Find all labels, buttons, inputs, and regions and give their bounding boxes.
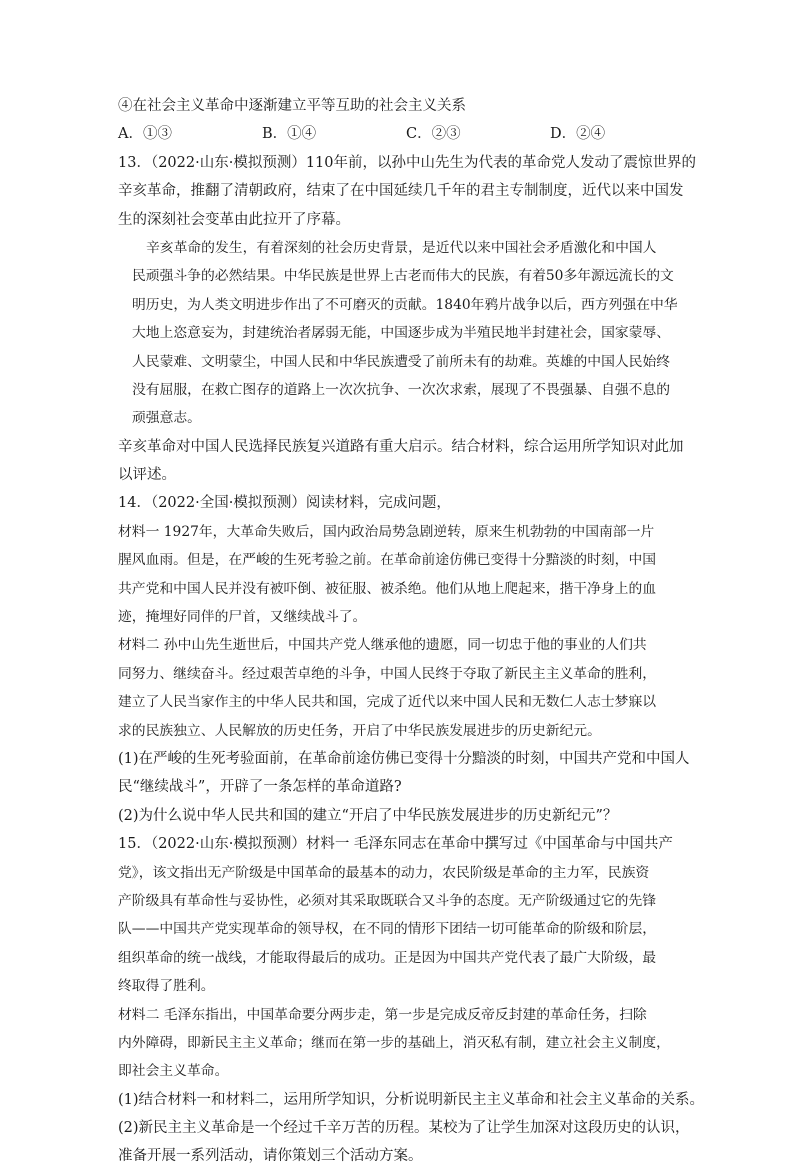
- question-15: [118, 830, 705, 1171]
- question-stem-line: 辛亥革命，推翻了清朝政府，结束了在中国延续几千年的君主专制制度，近代以来中国发: [118, 183, 684, 200]
- question-prompt-line: 以评述。: [118, 467, 176, 484]
- question-13: [118, 149, 698, 490]
- material-line: 人民蒙难、文明蒙尘，中国人民和中华民族遭受了前所未有的劫难。英雄的中国人民始终: [132, 353, 671, 370]
- material-line: 辛亥革命的发生，有着深刻的社会历史背景，是近代以来中国社会矛盾激化和中国人: [146, 239, 657, 256]
- material-line: 民顽强斗争的必然结果。中华民族是世界上古老而伟大的民族，有着50多年源远流长的文: [132, 268, 674, 285]
- option-c: C．②③: [406, 126, 461, 143]
- material-one-line: 15．（2022·山东·模拟预测）材料一 毛泽东同志在革命中撰写过《中国革命与中国共产: [118, 836, 673, 853]
- option-b: B．①④: [262, 126, 317, 143]
- sub-question-line: 准备开展一系列活动，请你策划三个活动方案。: [118, 1148, 423, 1165]
- material-two-line: 内外障碍，即新民主主义革命；继而在第一步的基础上，消灭私有制，建立社会主义制度，: [118, 1034, 670, 1051]
- material-two-line: 材料二 孙中山先生逝世后，中国共产党人继承他的遗愿，同一切忠于他的事业的人们共: [118, 637, 647, 654]
- option-item-4: ④在社会主义革命中逐渐建立平等互助的社会主义关系: [118, 98, 466, 114]
- answer-options: [118, 120, 698, 148]
- material-line: 明历史，为人类文明进步作出了不可磨灭的贡献。1840年鸦片战争以后，西方列强在中华: [132, 296, 678, 313]
- question-stem-line: 14．（2022·全国·模拟预测）阅读材料，完成问题，: [118, 495, 451, 512]
- sub-question-line: (2)新民主主义革命是一个经过千辛万苦的历程。某校为了让学生加深对这段历史的认识，: [118, 1120, 690, 1137]
- material-two-line: 即社会主义革命。: [118, 1063, 229, 1080]
- sub-question-line: (1)结合材料一和材料二，运用所学知识，分析说明新民主主义革命和社会主义革命的关系。: [118, 1091, 705, 1108]
- material-one-line: 党》，该文指出无产阶级是中国革命的最基本的动力，农民阶级是革命的主力军，民族资: [118, 864, 650, 881]
- material-one-line: 队——中国共产党实现革命的领导权，在不同的情形下团结一切可能革命的阶级和阶层，: [118, 921, 657, 938]
- question-stem-line: 生的深刻社会变革由此拉开了序幕。: [118, 211, 350, 228]
- material-line: 大地上恣意妄为，封建统治者孱弱无能，中国逐步成为半殖民地半封建社会，国家蒙辱、: [132, 325, 671, 342]
- question-stem-line: 13．（2022·山东·模拟预测）110年前，以孙中山先生为代表的革命党人发动了震惊世界的: [118, 154, 696, 171]
- sub-question-line: 民“继续战斗”，开辟了一条怎样的革命道路?: [118, 779, 402, 796]
- material-one-line: 终取得了胜利。: [118, 978, 215, 995]
- question-prompt-line: 辛亥革命对中国人民选择民族复兴道路有重大启示。结合材料，综合运用所学知识对此加: [118, 438, 684, 455]
- sub-question-line: (1)在严峻的生死考验面前，在革命前途仿佛已变得十分黯淡的时刻，中国共产党和中国人: [118, 750, 690, 767]
- material-line: 顽强意志。: [132, 410, 201, 427]
- question-12-tail: [118, 92, 698, 149]
- material-one-line: 组织革命的统一战线，才能取得最后的成功。正是因为中国共产党代表了最广大阶级，最: [118, 949, 657, 966]
- material-two-line: 建立了人民当家作主的中华人民共和国，完成了近代以来中国人民和无数仁人志士梦寐以: [118, 694, 657, 711]
- option-d: D．②④: [550, 126, 606, 143]
- material-two-line: 求的民族独立、人民解放的历史任务，开启了中华民族发展进步的历史新纪元。: [118, 722, 601, 739]
- exam-page: [118, 92, 705, 1171]
- material-two-line: 材料二 毛泽东指出，中国革命要分两步走，第一步是完成反帝反封建的革命任务，扫除: [118, 1006, 647, 1023]
- material-one-line: 腥风血雨。但是，在严峻的生死考验之前。在革命前途仿佛已变得十分黯淡的时刻，中国: [118, 552, 657, 569]
- material-one-line: 产阶级具有革命性与妥协性，必须对其采取既联合又斗争的态度。无产阶级通过它的先锋: [118, 892, 657, 909]
- material-one-line: 共产党和中国人民并没有被吓倒、被征服、被杀绝。他们从地上爬起来，揩干净身上的血: [118, 580, 657, 597]
- material-line: 没有屈服，在救亡图存的道路上一次次抗争、一次次求索，展现了不畏强暴、自强不息的: [132, 381, 671, 398]
- material-one-line: 材料一 1927年，大革命失败后，国内政治局势急剧逆转，原来生机勃勃的中国南部一片: [118, 523, 655, 540]
- option-a: A．①③: [118, 126, 172, 143]
- material-two-line: 同努力、继续奋斗。经过艰苦卓绝的斗争，中国人民终于夺取了新民主主义革命的胜利，: [118, 665, 657, 682]
- sub-question-line: (2)为什么说中华人民共和国的建立“开启了中华民族发展进步的历史新纪元”？: [118, 807, 618, 824]
- material-one-line: 迹，掩埋好同伴的尸首，又继续战斗了。: [118, 609, 367, 626]
- question-14: [118, 489, 698, 830]
